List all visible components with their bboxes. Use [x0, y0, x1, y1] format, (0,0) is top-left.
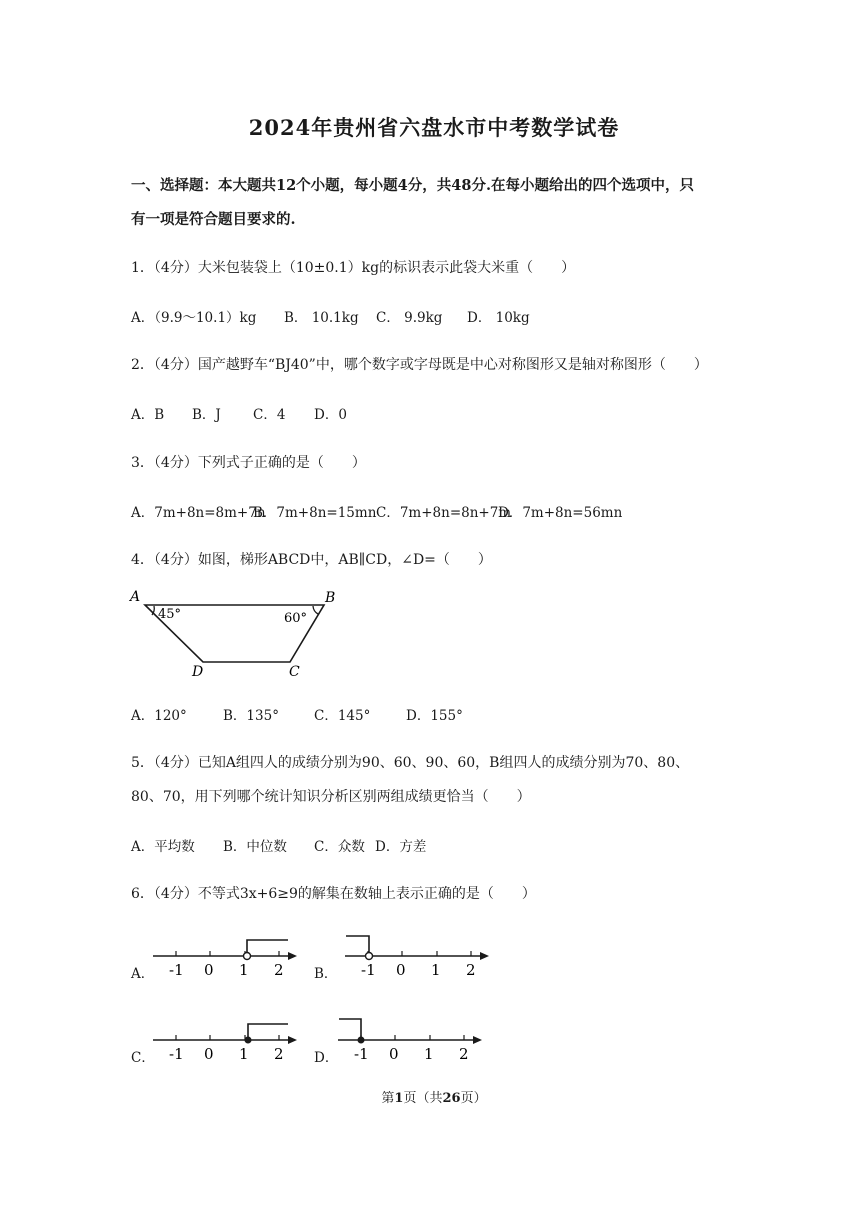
question-6-stem: 6．（4分）不等式3x+6≥9的解集在数轴上表示正确的是（ ） [131, 886, 536, 902]
q6-option-a-label: A． [131, 966, 155, 982]
tick-label: 2 [466, 961, 476, 979]
arrow-icon [288, 952, 297, 960]
q2-option-a: A．B [131, 407, 165, 423]
vertex-c-label: C [289, 664, 300, 680]
section-heading-line1: 一、选择题：本大题共12个小题，每小题4分，共48分.在每小题给出的四个选项中，只 [131, 177, 694, 194]
q2-option-d: D．0 [314, 407, 347, 423]
angle-b-arc [313, 606, 318, 614]
page-footer [0, 1087, 868, 1106]
tick-label: 0 [389, 1045, 399, 1063]
tick-label: 2 [274, 961, 284, 979]
q3-option-c: C．7m+8n=8n+7m [376, 505, 512, 521]
tick-label: -1 [169, 1045, 184, 1063]
tick-label: 2 [459, 1045, 469, 1063]
tick-label: 1 [239, 1045, 249, 1063]
footer-suffix: 页） [460, 1091, 487, 1106]
tick-label: 2 [274, 1045, 284, 1063]
section-heading-line2: 有一项是符合题目要求的. [131, 211, 296, 228]
q4-option-c: C．145° [314, 708, 371, 724]
solution-ray [248, 1024, 288, 1040]
number-line-b [342, 930, 492, 980]
q2-option-b: B．J [192, 407, 221, 423]
arrow-icon [473, 1036, 482, 1044]
page-title: 2024年贵州省六盘水市中考数学试卷 [248, 115, 620, 140]
q1-option-c: C． 9.9kg [376, 310, 443, 326]
tick-label: 0 [396, 961, 406, 979]
number-line-d [335, 1014, 485, 1064]
question-3-stem: 3．（4分）下列式子正确的是（ ） [131, 455, 366, 471]
vertex-a-label: A [130, 589, 141, 605]
tick-label: 1 [431, 961, 441, 979]
tick-label: -1 [354, 1045, 369, 1063]
tick-label: -1 [361, 961, 376, 979]
tick-label: 0 [204, 1045, 214, 1063]
q4-option-b: B．135° [223, 708, 279, 724]
closed-point [358, 1037, 365, 1044]
q1-option-b: B． 10.1kg [284, 310, 359, 326]
footer-prefix: 第 [381, 1091, 395, 1106]
solution-ray [247, 940, 288, 952]
tick-label: 1 [239, 961, 249, 979]
question-4-stem: 4．（4分）如图，梯形ABCD中，AB∥CD，∠D=（ ） [131, 552, 492, 568]
footer-total-pages: 26 [442, 1091, 461, 1106]
q4-option-d: D．155° [406, 708, 463, 724]
q2-option-c: C．4 [253, 407, 286, 423]
q3-option-a: A．7m+8n=8m+7n [131, 505, 266, 521]
question-1-stem: 1．（4分）大米包装袋上（10±0.1）kg的标识表示此袋大米重（ ） [131, 260, 576, 276]
number-line-a [150, 930, 300, 980]
q4-option-a: A．120° [131, 708, 187, 724]
q5-option-d: D．方差 [375, 839, 427, 855]
tick-label: 0 [204, 961, 214, 979]
q1-option-a: A．（9.9～10.1）kg [131, 310, 257, 326]
solution-ray [339, 1019, 361, 1040]
question-5-line1: 5．（4分）已知A组四人的成绩分别为90、60、90、60，B组四人的成绩分别为70、80、 [131, 755, 690, 771]
q3-option-d: D．7m+8n=56mn [498, 505, 623, 521]
q5-option-b: B．中位数 [223, 839, 287, 855]
q6-option-d-label: D． [314, 1050, 339, 1066]
angle-b-label: 60° [284, 611, 308, 626]
arrow-icon [480, 952, 489, 960]
tick-label: 1 [424, 1045, 434, 1063]
question-5-line2: 80、70，用下列哪个统计知识分析区别两组成绩更恰当（ ） [131, 789, 531, 805]
q3-option-b: B．7m+8n=15mn [253, 505, 377, 521]
question-2-stem: 2．（4分）国产越野车“BJ40”中，哪个数字或字母既是中心对称图形又是轴对称图形（ ） [131, 357, 708, 373]
angle-a-label: 45° [158, 607, 182, 622]
footer-middle: 页（共 [403, 1091, 443, 1106]
vertex-d-label: D [192, 664, 204, 680]
trapezoid-figure [125, 585, 355, 680]
footer-page-number: 1 [394, 1091, 404, 1106]
open-point [366, 953, 373, 960]
q5-option-c: C．众数 [314, 839, 365, 855]
number-line-c [150, 1014, 300, 1064]
solution-ray [346, 936, 369, 952]
q1-option-d: D． 10kg [467, 310, 530, 326]
vertex-b-label: B [325, 590, 336, 606]
closed-point [245, 1037, 252, 1044]
q6-option-c-label: C． [131, 1050, 155, 1066]
tick-label: -1 [169, 961, 184, 979]
q5-option-a: A．平均数 [131, 839, 195, 855]
q6-option-b-label: B． [314, 966, 338, 982]
arrow-icon [288, 1036, 297, 1044]
open-point [244, 953, 251, 960]
